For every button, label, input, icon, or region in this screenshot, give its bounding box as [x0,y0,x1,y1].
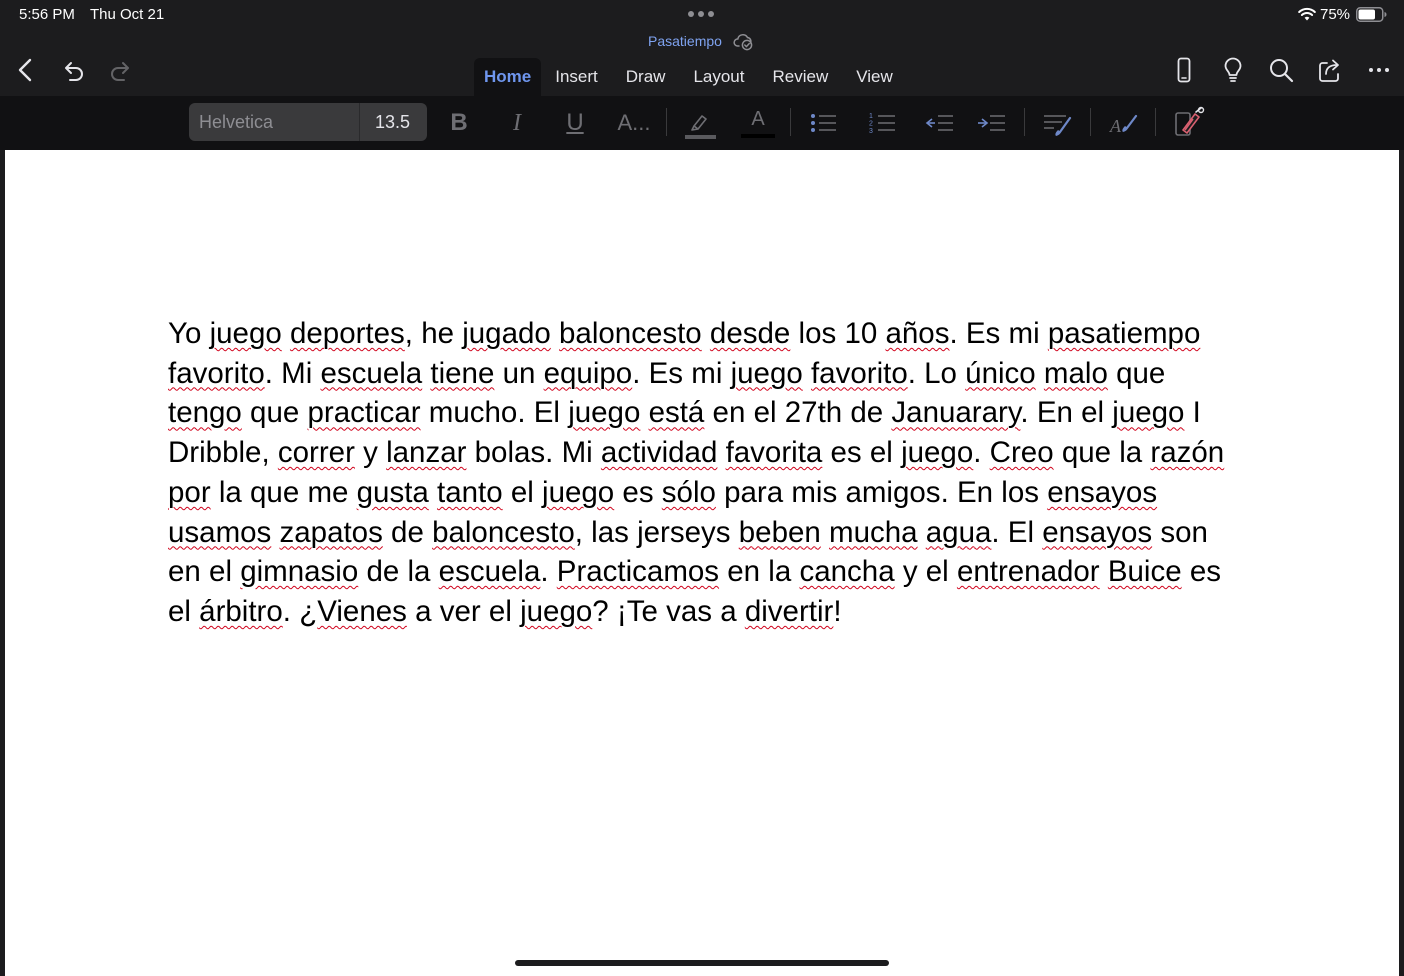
misspelled-word[interactable]: cancha [799,555,895,589]
mobile-view-button[interactable] [1168,54,1200,86]
undo-button[interactable] [57,54,89,86]
back-button[interactable] [10,54,42,86]
misspelled-word[interactable]: malo [1043,356,1108,390]
styles-brush-icon [1040,106,1074,140]
underline-icon: U [566,109,584,136]
redo-icon [108,57,134,83]
pencil-eraser-icon [1171,106,1205,140]
font-name-field[interactable]: Helvetica [199,112,274,132]
increase-indent-button[interactable] [971,103,1011,143]
home-indicator[interactable] [515,960,889,966]
highlighter-icon [682,106,716,140]
bullets-button[interactable] [803,103,843,143]
text-styles-icon: A... [617,110,651,135]
battery-percent: 75% [1320,6,1351,23]
font-picker-divider [359,103,360,141]
ribbon-tabs [474,58,907,96]
indent-icon [974,106,1008,140]
bullet-list-icon [806,106,840,140]
share-icon [1317,57,1343,83]
misspelled-word[interactable]: correr [277,436,355,470]
bold-icon: B [450,109,468,136]
document-title[interactable]: Pasatiempo [648,33,722,49]
svg-text:A: A [1110,116,1121,136]
misspelled-word[interactable]: gimnasio [240,555,359,589]
misspelled-word[interactable]: equipo [543,356,633,390]
misspelled-word[interactable]: beben [738,515,821,549]
font-size-field[interactable]: 13.5 [375,112,411,132]
misspelled-word[interactable]: baloncesto [432,515,575,549]
search-button[interactable] [1265,54,1297,86]
misspelled-word[interactable]: sólo [661,475,716,509]
svg-text:2: 2 [869,120,873,128]
more-options-button[interactable] [1363,54,1395,86]
tab-insert[interactable]: Insert [555,67,598,86]
misspelled-word[interactable]: único [965,356,1036,390]
misspelled-word[interactable]: divertir [744,594,834,628]
misspelled-word[interactable]: juego [209,317,282,350]
wifi-icon [1298,6,1316,22]
misspelled-word[interactable]: ensayos [1047,475,1158,509]
misspelled-word[interactable]: actividad [600,436,718,470]
misspelled-word[interactable]: pasatiempo [1047,317,1201,350]
phone-icon [1171,57,1197,83]
lightbulb-icon [1220,57,1246,83]
font-picker[interactable] [189,103,427,141]
search-icon [1268,57,1294,83]
misspelled-word[interactable]: ensayos [1042,515,1153,549]
font-color-icon [741,108,775,138]
ribbon-divider [1155,108,1156,136]
misspelled-word[interactable]: zapatos [279,515,383,549]
document-page[interactable] [5,150,1399,976]
misspelled-word[interactable]: practicar [307,396,421,430]
font-color-glyph: A [751,108,765,130]
numbering-button[interactable] [862,103,902,143]
cloud-saved-icon[interactable] [733,31,755,51]
misspelled-word[interactable]: años [885,317,950,350]
highlight-button[interactable] [679,103,719,143]
misspelled-word[interactable]: Creo [989,436,1054,470]
tab-review[interactable]: Review [772,67,829,86]
misspelled-word[interactable]: jugado [462,317,551,350]
ribbon-divider [666,108,667,136]
document-body[interactable]: Yo juego deportes, he jugado baloncesto desde los 10 años. Es mi pasatiempo favorito. Mi escuela tiene un equipo. Es mi juego favorito. Lo único malo que tengo que practicar mucho. El juego está en el 27th de Januarary. En el juego I Dribble, correr y lanzar bolas. Mi actividad favorita es el juego. Creo que la razón por la que me gusta tanto el juego es sólo para mis amigos. En los ensayos usamos zapatos de baloncesto, las jerseys beben mucha agua. El ensayos son en el gimnasio de la escuela. Practicamos en la cancha y el entrenador Buice es el árbitro. ¿Vienes a ver el juego? ¡Te vas a divertir! [168,317,1225,628]
status-bar [0,0,1404,30]
bold-button[interactable] [439,103,479,143]
numbered-list-icon [865,106,899,140]
misspelled-word[interactable]: juego [901,436,974,470]
misspelled-word[interactable]: usamos [168,515,272,549]
misspelled-word[interactable]: Buice [1107,555,1182,589]
text-styles-button[interactable] [614,103,654,143]
misspelled-word[interactable]: gusta [356,475,429,509]
misspelled-word[interactable]: mucha [829,515,918,549]
tab-layout[interactable]: Layout [693,67,745,86]
ribbon-divider [1090,108,1091,136]
misspelled-word[interactable]: por [168,475,211,509]
multitasking-dots-icon[interactable] [688,11,714,17]
misspelled-word[interactable]: Practicamos [556,555,720,589]
misspelled-word[interactable]: árbitro [199,594,283,628]
outdent-icon [922,106,956,140]
misspelled-word[interactable]: Januarary [891,396,1021,430]
ribbon-divider [1024,108,1025,136]
misspelled-word[interactable]: está [648,396,705,430]
undo-icon [60,57,86,83]
share-button[interactable] [1314,54,1346,86]
misspelled-word[interactable]: juego [730,356,803,390]
italic-icon: I [513,109,521,136]
status-time: 5:56 PM [19,6,75,23]
chevron-left-icon [13,57,39,83]
font-color-swatch [741,134,775,138]
misspelled-word[interactable]: deportes [289,317,405,350]
clear-formatting-button[interactable] [1103,103,1143,143]
misspelled-word[interactable]: escuela [320,356,423,390]
misspelled-word[interactable]: tengo [168,396,242,430]
misspelled-word[interactable]: agua [925,515,992,549]
battery-icon [1356,7,1387,22]
svg-text:3: 3 [869,128,873,135]
tab-home[interactable]: Home [474,58,541,96]
misspelled-word[interactable]: juego [520,594,593,628]
misspelled-word[interactable]: baloncesto [559,317,702,350]
misspelled-word[interactable]: lanzar [386,436,467,470]
tab-draw[interactable]: Draw [625,67,666,86]
misspelled-word[interactable]: juego [1112,396,1185,430]
format-brush-icon [1106,106,1140,140]
misspelled-word[interactable]: razón [1150,436,1225,470]
status-date: Thu Oct 21 [90,6,165,23]
misspelled-word[interactable]: entrenador [956,555,1100,589]
paragraph-styles-button[interactable] [1037,103,1077,143]
misspelled-word[interactable]: desde [709,317,791,350]
misspelled-word[interactable]: favorito [168,356,265,390]
font-color-button[interactable] [738,103,778,143]
tab-view[interactable]: View [856,67,893,86]
home-ribbon [0,96,1404,150]
decrease-indent-button[interactable] [919,103,959,143]
misspelled-word[interactable]: favorita [725,436,823,470]
dictate-button[interactable] [1168,103,1208,143]
italic-button[interactable] [497,103,537,143]
misspelled-word[interactable]: Vienes [317,594,407,628]
redo-button[interactable] [105,54,137,86]
tell-me-button[interactable] [1217,54,1249,86]
misspelled-word[interactable]: favorito [810,356,908,390]
underline-button[interactable] [555,103,595,143]
svg-text:1: 1 [869,113,873,120]
ellipsis-icon [1366,57,1392,83]
ribbon-divider [790,108,791,136]
misspelled-word[interactable]: juego [542,475,615,509]
misspelled-word[interactable]: tiene [430,356,495,390]
misspelled-word[interactable]: juego [568,396,641,430]
misspelled-word[interactable]: tanto [437,475,503,509]
misspelled-word[interactable]: escuela [438,555,541,589]
